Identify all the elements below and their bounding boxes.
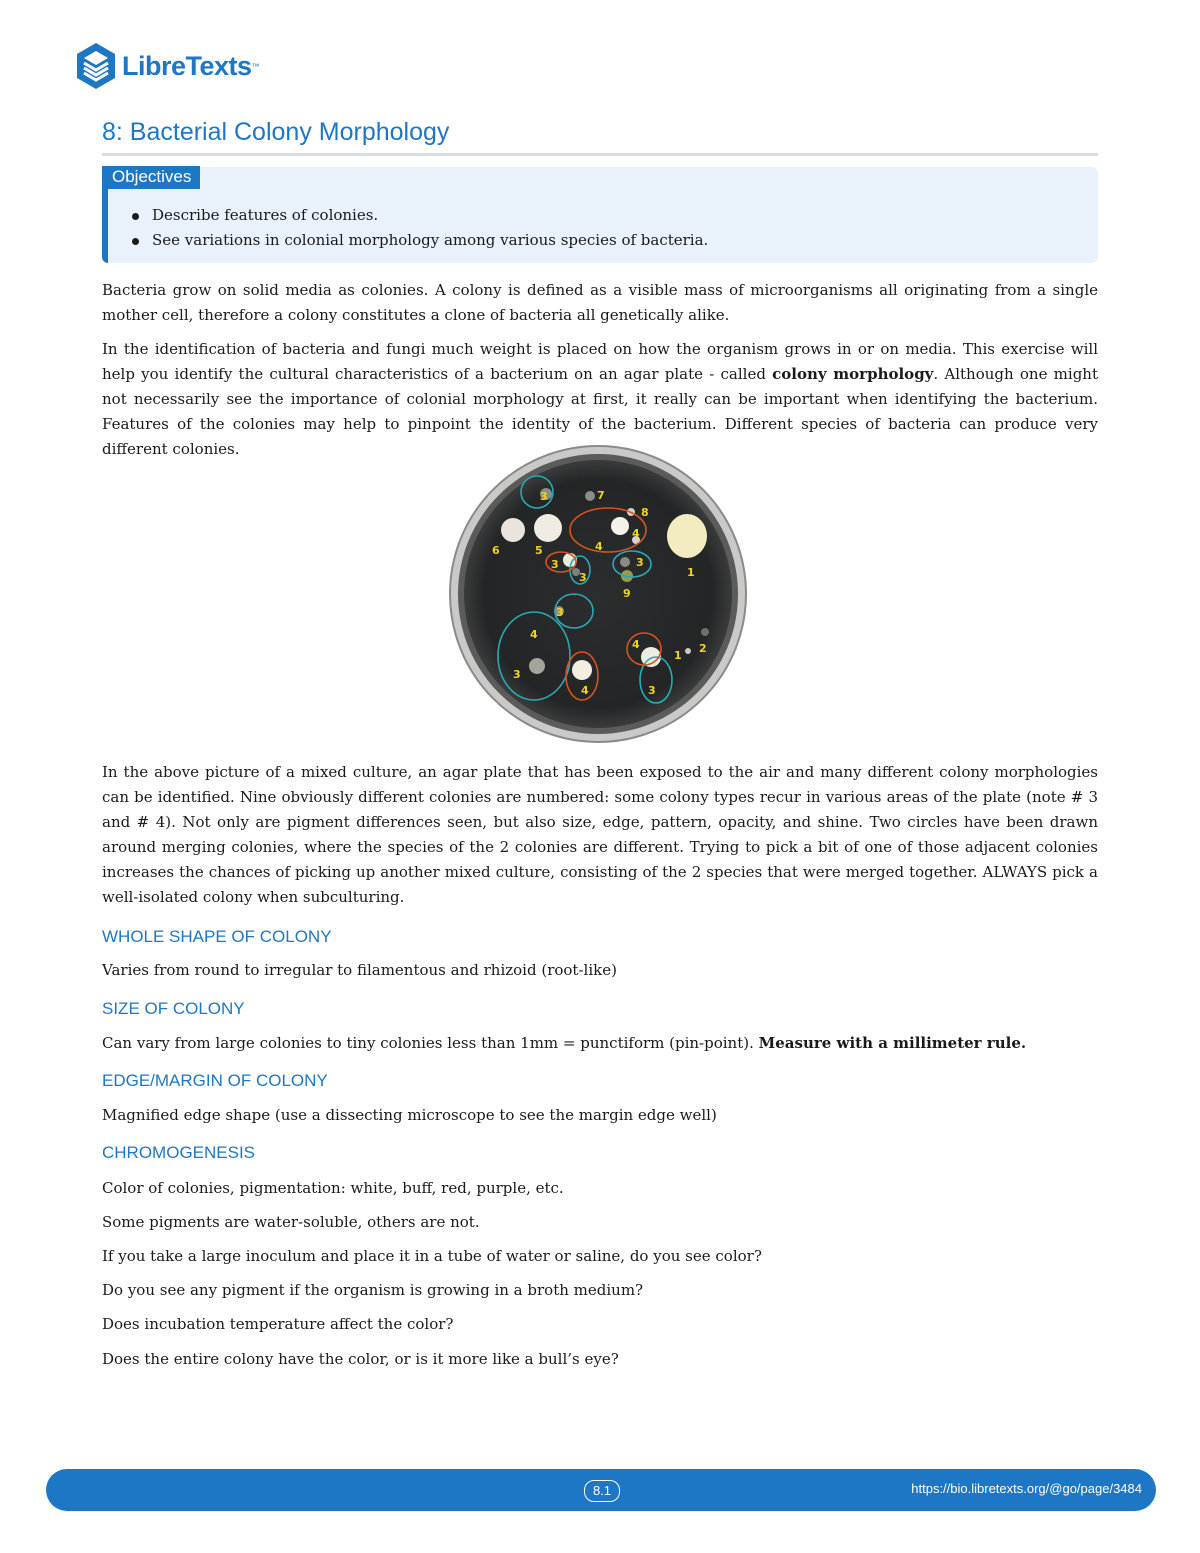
figure-label: 3: [556, 606, 564, 619]
colony-6: [501, 518, 525, 542]
size-text-body: Can vary from large colonies to tiny colonies less than 1mm = punctiform (pin-point).: [102, 1034, 759, 1052]
paragraph-text: . Although one might not necessarily see the importance of colonial morphology at first, it really can be important when identifying the bacterium. Features of the colonies may help to pinpoint the identity of the bacterium. Different species of bacteria can produce very different colonies.: [102, 365, 1098, 458]
intro-paragraph: Bacteria grow on solid media as colonies. A colony is defined as a visible mass of microorganisms all originating from a single mother cell, therefore a colony constitutes a clone of bacteria all genetically alike.: [102, 281, 1098, 324]
colony-1: [685, 648, 691, 654]
colony-4: [611, 517, 629, 535]
whole-shape-text: Varies from round to irregular to filamentous and rhizoid (root-like): [102, 961, 617, 979]
page-title: 8: Bacterial Colony Morphology: [102, 118, 1098, 156]
paragraph-text: In the identification of bacteria and fungi much weight is placed on how the organism grows in or on media. This exercise will help you identify the cultural characteristics of a bacterium on an agar plate - called: [102, 340, 1098, 383]
colony-4: [572, 660, 592, 680]
chromogenesis-line: Does the entire colony have the color, or is it more like a bull’s eye?: [102, 1350, 619, 1368]
figure-label: 3: [636, 556, 644, 569]
chromogenesis-line: If you take a large inoculum and place it in a tube of water or saline, do you see color?: [102, 1247, 762, 1265]
colony-5: [534, 514, 562, 542]
colony-7: [585, 491, 595, 501]
page-footer: [46, 1469, 1156, 1511]
size-text: [102, 1031, 1098, 1056]
colony-3: [620, 557, 630, 567]
libretexts-cube-icon: [74, 41, 118, 91]
objective-item: See variations in colonial morphology among various species of bacteria.: [130, 228, 708, 253]
figure-label: 4: [632, 527, 640, 540]
section-heading-edge: EDGE/MARGIN OF COLONY: [102, 1071, 328, 1090]
objectives-list: [130, 203, 708, 253]
colony-3: [529, 658, 545, 674]
mixed-culture-paragraph: In the above picture of a mixed culture, an agar plate that has been exposed to the air and many different colony morphologies can be identified. Nine obviously different colonies are numbered: some colony types recur in various areas of the plate (note # 3 and # 4). Not only are pigment differences seen, but also size, edge, pattern, opacity, and shine. Two circles have been drawn around merging colonies, where the species of the 2 colonies are different. Trying to pick a bit of one of those adjacent colonies increases the chances of picking up another mixed culture, consisting of the 2 species that were merged together. ALWAYS pick a well-isolated colony when subculturing.: [102, 763, 1098, 906]
agar-plate-image: [449, 444, 747, 744]
colony-2: [701, 628, 709, 636]
figure-label: 4: [581, 684, 589, 697]
figure-label: 4: [632, 638, 640, 651]
figure-label: 7: [597, 489, 605, 502]
page-url-link[interactable]: https://bio.libretexts.org/@go/page/3484: [911, 1481, 1142, 1496]
section-heading-chromogenesis: CHROMOGENESIS: [102, 1143, 256, 1162]
figure-label: 4: [530, 628, 538, 641]
figure-label: 5: [535, 544, 543, 557]
figure-label: 3: [579, 571, 587, 584]
figure-label: 6: [492, 544, 500, 557]
figure-label: 3: [551, 558, 559, 571]
objective-item: Describe features of colonies.: [130, 203, 708, 228]
section-heading-whole-shape: WHOLE SHAPE OF COLONY: [102, 927, 332, 946]
chromogenesis-line: Does incubation temperature affect the color?: [102, 1315, 454, 1333]
section-heading-size: SIZE OF COLONY: [102, 999, 245, 1018]
objectives-box: [102, 167, 1098, 263]
figure-label: 8: [641, 506, 649, 519]
figure-label: 4: [595, 540, 603, 553]
figure-label: 3: [540, 490, 548, 503]
chromogenesis-line: Some pigments are water-soluble, others are not.: [102, 1213, 480, 1231]
page-number: 8.1: [584, 1480, 620, 1502]
libretexts-logo[interactable]: [74, 40, 260, 92]
edge-text: Magnified edge shape (use a dissecting microscope to see the margin edge well): [102, 1106, 717, 1124]
size-text-bold: Measure with a millimeter rule.: [758, 1034, 1027, 1052]
figure-label: 1: [687, 566, 695, 579]
trademark-symbol: ™: [251, 61, 260, 71]
figure-label: 9: [623, 587, 631, 600]
logo-wordmark: LibreTexts: [122, 50, 252, 81]
objectives-label: Objectives: [102, 166, 200, 189]
figure-label: 3: [648, 684, 656, 697]
figure-label: 1: [674, 649, 682, 662]
figure-label: 2: [699, 642, 707, 655]
figure-label: 3: [513, 668, 521, 681]
colony-1: [667, 514, 707, 558]
bold-term: colony morphology: [772, 365, 934, 383]
chromogenesis-line: Color of colonies, pigmentation: white, buff, red, purple, etc.: [102, 1179, 564, 1197]
chromogenesis-line: Do you see any pigment if the organism is growing in a broth medium?: [102, 1281, 644, 1299]
